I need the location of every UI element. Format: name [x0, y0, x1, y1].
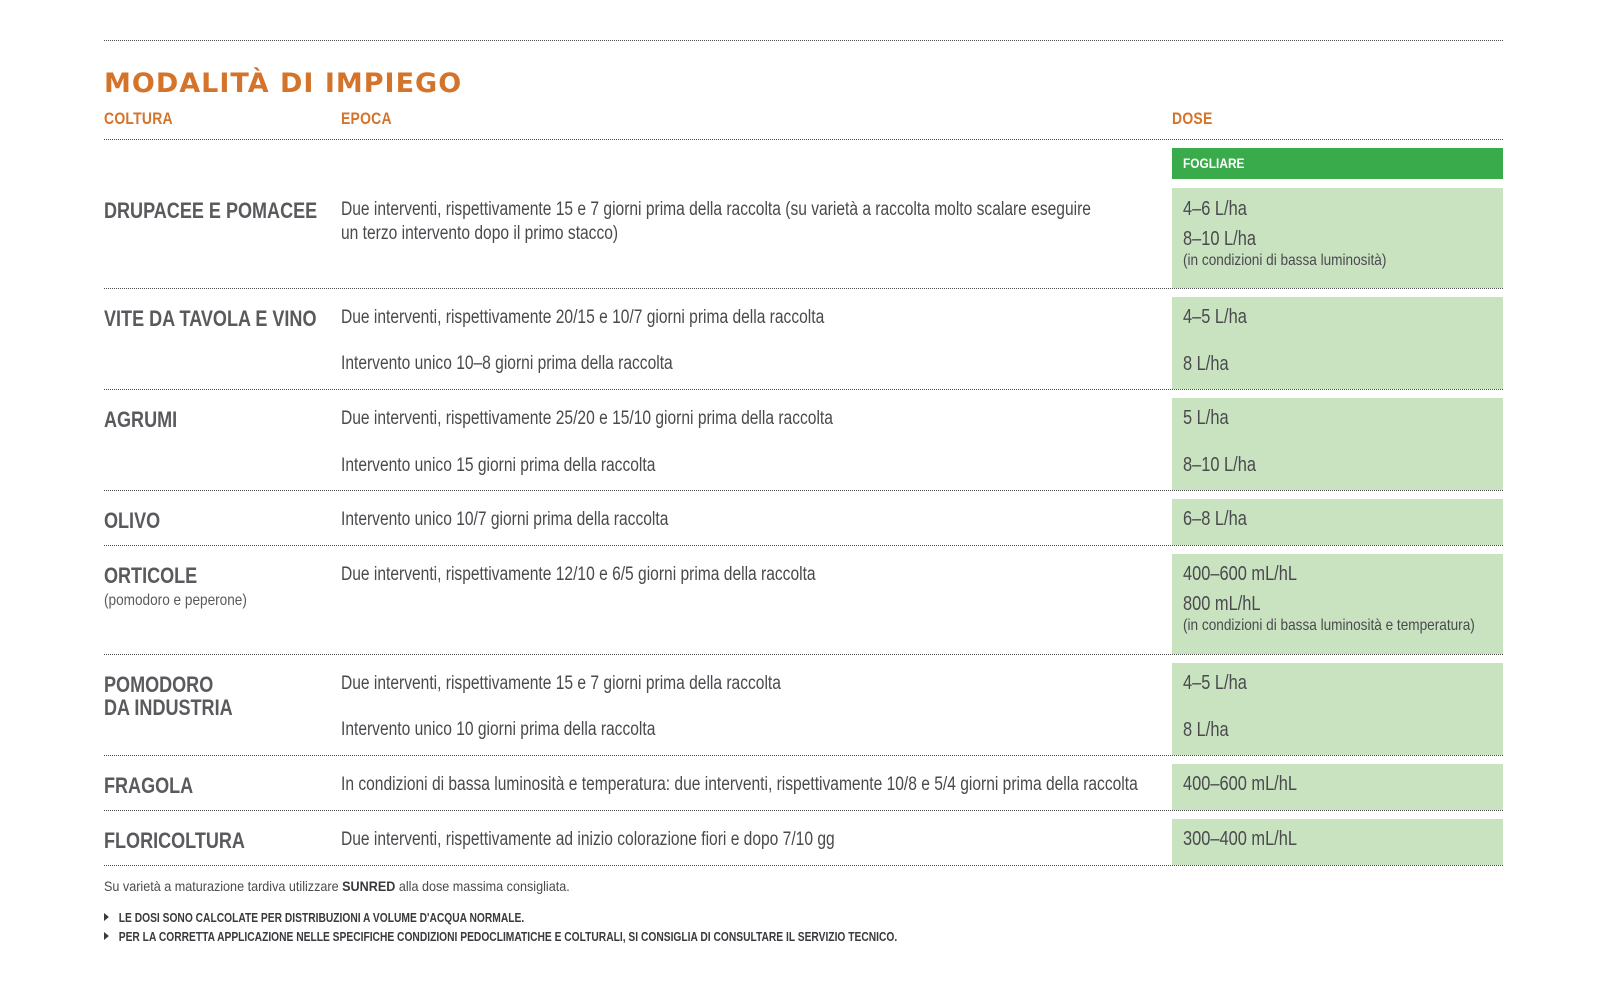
dose-value: 4–5 L/ha: [1183, 306, 1247, 328]
epoca-text: Due interventi, rispettivamente 20/15 e 10/7 giorni prima della raccolta: [341, 307, 825, 328]
table-row: [104, 188, 1503, 288]
crop-name: OLIVO: [104, 508, 161, 533]
dose-value: 400–600 mL/hL: [1183, 773, 1297, 795]
column-header-dose: DOSE: [1172, 109, 1213, 128]
dose-value: 5 L/ha: [1183, 407, 1229, 429]
epoca-text: Intervento unico 10 giorni prima della raccolta: [341, 719, 656, 740]
fogliare-label: FOGLIARE: [1183, 155, 1245, 171]
dose-value: 4–5 L/ha: [1183, 672, 1247, 694]
crop-subtitle: (pomodoro e peperone): [104, 592, 247, 609]
crop-name: VITE DA TAVOLA E VINO: [104, 306, 317, 331]
epoca-text: Due interventi, rispettivamente ad inizio colorazione fiori e dopo 7/10 gg: [341, 829, 835, 850]
crop-name: FRAGOLA: [104, 773, 194, 798]
dose-value: 8–10 L/ha: [1183, 228, 1256, 250]
dose-note: (in condizioni di bassa luminosità): [1183, 252, 1387, 269]
table-row: [104, 663, 1503, 755]
note-bullet-text: PER LA CORRETTA APPLICAZIONE NELLE SPECIFICHE CONDIZIONI PEDOCLIMATICHE E COLTURALI, SI CONSIGLIA DI CONSULTARE IL SERVIZIO TECNICO.: [118, 930, 898, 944]
epoca-text: Due interventi, rispettivamente 15 e 7 giorni prima della raccolta: [341, 673, 781, 694]
top-divider: [104, 40, 1503, 41]
note-bullet: [104, 911, 524, 925]
footnote-text: Su varietà a maturazione tardiva utilizzare: [104, 878, 343, 894]
epoca-text: In condizioni di bassa luminosità e temperatura: due interventi, rispettivamente 10/8 e 5/4 giorni prima della raccolta: [341, 774, 1138, 795]
crop-name: DRUPACEE E POMACEE: [104, 198, 318, 223]
dose-value: 8–10 L/ha: [1183, 454, 1256, 476]
epoca-text: Intervento unico 10/7 giorni prima della raccolta: [341, 509, 669, 530]
column-header-coltura: COLTURA: [104, 109, 173, 128]
footnote-text-end: alla dose massima consigliata.: [395, 878, 570, 894]
table-row: [104, 398, 1503, 490]
epoca-text: Due interventi, rispettivamente 12/10 e 6/5 giorni prima della raccolta: [341, 564, 816, 585]
dose-value: 800 mL/hL: [1183, 593, 1261, 615]
dose-subheader-row: [104, 140, 1503, 188]
footer-notes: [104, 866, 1503, 962]
table-row: [104, 554, 1503, 654]
note-bullet-text: LE DOSI SONO CALCOLATE PER DISTRIBUZIONI A VOLUME D'ACQUA NORMALE.: [118, 911, 525, 925]
table-row: [104, 764, 1503, 810]
dose-value: 6–8 L/ha: [1183, 508, 1247, 530]
footnote-product: SUNRED: [342, 878, 396, 894]
table-row: [104, 819, 1503, 865]
dose-value: 8 L/ha: [1183, 353, 1229, 375]
fogliare-badge: [1172, 148, 1503, 179]
triangle-bullet-icon: [104, 913, 109, 921]
crop-name: POMODORO: [104, 672, 214, 697]
crop-name: AGRUMI: [104, 407, 178, 432]
triangle-bullet-icon: [104, 932, 109, 940]
table-row: [104, 499, 1503, 545]
dose-value: 300–400 mL/hL: [1183, 828, 1297, 850]
crop-name: FLORICOLTURA: [104, 828, 245, 853]
dose-value: 8 L/ha: [1183, 719, 1229, 741]
dose-value: 400–600 mL/hL: [1183, 563, 1297, 585]
footnote: [104, 878, 570, 894]
epoca-text: Due interventi, rispettivamente 15 e 7 giorni prima della raccolta (su varietà a raccolta molto scalare eseguire: [341, 199, 1091, 220]
crop-name: ORTICOLE: [104, 563, 198, 588]
note-bullet: [104, 930, 897, 944]
epoca-text: Due interventi, rispettivamente 25/20 e 15/10 giorni prima della raccolta: [341, 408, 833, 429]
dose-note: (in condizioni di bassa luminosità e temperatura): [1183, 617, 1475, 634]
column-header-epoca: EPOCA: [341, 109, 392, 128]
epoca-text: Intervento unico 15 giorni prima della raccolta: [341, 455, 656, 476]
epoca-text: un terzo intervento dopo il primo stacco): [341, 223, 619, 244]
section-title: MODALITÀ DI IMPIEGO: [104, 68, 463, 99]
usage-table-page: [104, 40, 1503, 962]
dose-value: 4–6 L/ha: [1183, 198, 1247, 220]
column-headers: [104, 109, 1503, 139]
epoca-text: Intervento unico 10–8 giorni prima della raccolta: [341, 353, 673, 374]
table-row: [104, 297, 1503, 389]
crop-name: DA INDUSTRIA: [104, 695, 233, 720]
